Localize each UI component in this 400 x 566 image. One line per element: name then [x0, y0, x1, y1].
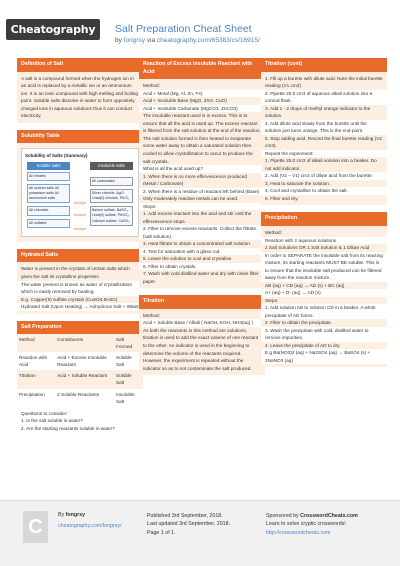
- table-cell: Insoluble Salt: [114, 389, 143, 407]
- table-cell: Acid + Excess Insoluble Reactant: [55, 352, 114, 370]
- footer-by-prefix: By: [58, 512, 66, 518]
- question-item: 1. Is the salt soluble in water?: [21, 418, 83, 424]
- titration-heading: Titration: [139, 295, 265, 309]
- prep-table: [17, 334, 143, 406]
- definition-text: A salt is a compound formed when the hydrogen ion in an acid is replaced by a metallic ion or an ammonium ion. It is an ionic compound with high melting and boiling point. Soluble salts dissolve in water to form oppositely charged ions in aqueous solutions thus it can conduct electricity.: [21, 75, 138, 119]
- questions-block: [17, 407, 143, 436]
- questions-title: Questions to consider:: [21, 410, 68, 416]
- reaction-line: 1. When there is no more effervescence produced (Metal / Carbonate): [143, 173, 247, 187]
- titration-cont-body: [261, 72, 387, 206]
- footer-meta: [147, 512, 230, 537]
- precipitation-line: 2 Salt Solutions OR 1 Salt Solution & 1 Dilute Acid: [265, 245, 370, 251]
- column-1: [17, 58, 143, 442]
- titration-cont-line: 5. Stop adding acid. Record the final burette reading (V2 cm3).: [265, 135, 383, 149]
- solubility-section: [17, 130, 143, 242]
- reaction-line: 4. Test for saturation with a glass rod.: [139, 248, 265, 256]
- reaction-section: [139, 58, 265, 288]
- column-header: Salt Formed: [114, 334, 143, 352]
- titration-cont-line: 3. Add 1 - 2 drops of methyl orange indicator to the solution.: [265, 105, 371, 119]
- hydrated-line: Hydrated Salt (Upon Heating) → Anhydrous Salt + Water: [17, 303, 143, 311]
- precipitation-line: 1. Add solution AB to solution CD in a beaker. A white precipitate of AD forms.: [261, 304, 387, 319]
- titration-cont-heading: Titration (cont): [261, 58, 387, 72]
- reaction-line: 6. Filter to obtain crystals.: [139, 263, 265, 271]
- byline: [115, 37, 260, 44]
- solubility-body: [17, 143, 143, 241]
- sheet-url-link[interactable]: cheatography.com/65383/cs/16915/: [156, 37, 260, 44]
- soluble-item: All sulfates: [27, 219, 70, 228]
- byline-via: via: [145, 37, 157, 44]
- insoluble-item: All carbonates: [90, 177, 133, 186]
- titration-cont-line: 1. Pipette 25.0 cm3 of alkali solution into a beaker. Do not add indicator.: [265, 158, 377, 171]
- table-cell: Precipitation: [17, 389, 55, 407]
- prep-heading: Salt Preparation: [17, 321, 143, 335]
- page-header: [0, 0, 400, 50]
- table-cell: Titration: [17, 370, 55, 388]
- titration-line: Method:: [143, 312, 160, 318]
- reaction-line: 1. Add excess reactant into the acid and stir until the effervescence stops.: [143, 211, 252, 224]
- titration-line: Acid + Soluble Base / Alkali ( NaOH, KOH, NH3(aq) ): [139, 319, 265, 327]
- table-cell: Reaction with Acid: [17, 352, 55, 370]
- precipitation-line: Method:: [265, 230, 282, 236]
- sponsor-link[interactable]: http://crosswordcheats.com: [266, 529, 331, 536]
- except-label: except: [74, 212, 86, 218]
- reaction-body: [139, 79, 265, 288]
- avatar-letter: C: [28, 515, 43, 538]
- precipitation-body: [261, 226, 387, 367]
- soluble-header: Soluble salts: [27, 162, 70, 171]
- column-3: [261, 58, 387, 374]
- cheatography-logo[interactable]: [6, 19, 100, 40]
- table-row: [17, 370, 143, 388]
- column-header: Constituents: [55, 334, 114, 352]
- precipitation-line: 4. Leave the precipitate of AD to dry.: [265, 342, 341, 348]
- definition-body: [17, 72, 143, 123]
- precipitation-line: In order to SEPARATE the insoluble salt from its reacting mixture, its starting reactants MUST BE soluble. This is to ensure that the insoluble salt produced can be filtered away from the reaction mixture.: [261, 252, 387, 282]
- reaction-line: Acid + Metal (Mg, Al, Zn, Fe): [139, 90, 265, 98]
- reaction-line: 5. Leave the solution to cool and crystalise.: [143, 256, 233, 262]
- table-cell: Soluble Salt: [114, 352, 143, 370]
- author-avatar[interactable]: [23, 511, 48, 543]
- hydrated-section: [17, 249, 143, 314]
- published-date: Published 3rd September, 2018.: [147, 513, 223, 519]
- insoluble-item: Silver chloride, AgCl Lead(II) chloride, PbCl₂: [90, 189, 133, 203]
- table-cell: Acid + Soluble Reactant: [55, 370, 114, 388]
- column-2: [139, 58, 265, 382]
- page-count: Page 1 of 1.: [147, 529, 176, 536]
- logo-text: Cheatography: [10, 23, 96, 36]
- solubility-figure-title: Solubility of Salts (Summary): [25, 153, 88, 159]
- titration-cont-line: 1. Fill up a burette with dilute acid. Note the initial burette reading (V1 cm3): [265, 75, 383, 89]
- precipitation-line: 3. Wash the precipitate with cold, distilled water to remove impurities.: [261, 327, 387, 342]
- titration-body: [139, 309, 265, 375]
- titration-cont-section: [261, 58, 387, 205]
- footer-author-name[interactable]: fongrsy: [65, 512, 86, 518]
- table-row: [17, 389, 143, 407]
- hydrated-line: The water present is known as water of crystallization which is easily removed by heating.: [17, 281, 143, 296]
- table-row: [17, 352, 143, 370]
- insoluble-item: Barium sulfate, BaSO₄ Lead(II) sulfate, PbSO₄ Calcium sulfate, CaSO₄: [90, 206, 133, 225]
- sponsor-desc: Learn to solve cryptic crosswords!: [266, 521, 346, 528]
- titration-cont-line: 5. Filter and dry.: [265, 195, 299, 201]
- reaction-line: Steps:: [139, 203, 265, 211]
- page-title: Salt Preparation Cheat Sheet: [115, 23, 252, 35]
- reaction-line: 7. Wash with cold distilled water and dry with clean filter paper.: [143, 271, 259, 284]
- precipitation-heading: Precipitation: [261, 212, 387, 226]
- precipitation-line: A+ (aq) + D- (aq) → AD (s): [261, 289, 387, 297]
- footer-sponsor: [266, 512, 358, 537]
- footer-author: [58, 512, 85, 518]
- titration-cont-line: 4. Cool and crystallise to obtain the salt.: [261, 187, 387, 195]
- reaction-line: Method:: [143, 83, 160, 89]
- page-footer: [0, 500, 400, 566]
- definition-heading: Definition of Salt: [17, 58, 143, 72]
- table-header-row: [17, 334, 143, 352]
- reaction-line: What is all the acid used up?: [139, 165, 265, 173]
- soluble-column: [25, 162, 72, 233]
- solubility-figure: [21, 148, 139, 236]
- solubility-grid: [25, 162, 135, 233]
- column-header: Method: [17, 334, 55, 352]
- byline-prefix: by: [115, 37, 124, 44]
- reaction-line: Acid + Insoluble Carbonate (MgCO3, ZnCO3): [139, 105, 265, 113]
- sponsor-prefix: Sponsored by: [266, 513, 301, 519]
- titration-cont-line: 3. Heat to saturate the solution.: [265, 180, 331, 186]
- insoluble-item: [90, 172, 133, 174]
- titration-line: As both the reactants in this method are solutions, titration is used to add the exact volume of one reactant to the other. An indicator is used in the beginning to determine the volume of the reactants required. However, the experiment is repeated without the indicator so as to not contaminate the salt produced.: [143, 327, 259, 371]
- precipitation-line: AB (aq) + CD (aq) → AD (s) + BC (aq): [265, 282, 345, 288]
- reaction-line: 3. Heat filtrate to obtain a concentrated salt solution.: [143, 241, 252, 247]
- insoluble-header: Insoluble salts: [90, 162, 133, 171]
- reaction-line: 2. When there is a residue of reactant left behind (Base): [139, 188, 265, 196]
- question-item: 2. Are the starting reactants soluble in water?: [21, 425, 115, 431]
- titration-cont-line: 4. Add dilute acid slowly from the burette until the solution just turns orange. This is the end-point.: [261, 120, 387, 135]
- titration-cont-line: 2. Pipette 25.0 cm3 of aqueous alkali solution into a conical flask.: [261, 90, 387, 105]
- reaction-line: 2. Filter to remove excess reactants. Collect the filtrate (salt solution).: [139, 225, 265, 240]
- titration-cont-line: Repeat the experiment:: [261, 150, 387, 158]
- except-column: [72, 162, 88, 233]
- precipitation-line: E.g Ba(NO3)2 (aq) + Na2SO4 (aq) → BaSO4 (s) + 2NaNO3 (aq): [261, 349, 387, 364]
- titration-cont-line: 2. Add (V2 – V1) cm3 of dilute acid from the burette.: [261, 172, 387, 180]
- sponsor-line: [266, 512, 358, 520]
- reaction-line: Only moderately reactive metals can be used.: [143, 196, 239, 202]
- precipitation-line: Reaction with 2 aqueous solutions.: [261, 237, 387, 245]
- sponsor-name[interactable]: CrosswordCheats.com: [300, 513, 358, 519]
- author-link[interactable]: fongrsy: [123, 37, 145, 44]
- insoluble-column: [88, 162, 135, 233]
- definition-section: [17, 58, 143, 123]
- precipitation-section: [261, 212, 387, 367]
- hydrated-line: Water is present in the crystals of certain salts which gives the salt its crystalline properties.: [21, 266, 130, 279]
- soluble-item: All chlorides: [27, 206, 70, 215]
- table-cell: 2 Soluble Reactants: [55, 389, 114, 407]
- footer-author-link[interactable]: cheatography.com/fongrsy/: [58, 523, 122, 529]
- except-label: except: [74, 199, 86, 205]
- precipitation-line: 2. Filter to obtain the precipitate.: [265, 320, 332, 326]
- hydrated-line: E.g. Copper(II) sulfate crystals (CuSO4.5H2O): [21, 296, 118, 302]
- precipitation-line: Steps:: [265, 297, 279, 303]
- titration-section: [139, 295, 265, 375]
- hydrated-body: [17, 262, 143, 313]
- solubility-heading: Solubility Table: [17, 130, 143, 144]
- except-label: except: [74, 226, 86, 232]
- hydrated-heading: Hydrated Salts: [17, 249, 143, 263]
- reaction-heading: Reaction of Excess Insoluble Reactant with Acid: [139, 58, 265, 79]
- soluble-item: All nitrates: [27, 172, 70, 181]
- table-cell: Soluble Salt: [114, 370, 143, 388]
- prep-section: [17, 321, 143, 436]
- updated-date: Last updated 3rd September, 2018.: [147, 521, 231, 528]
- reaction-line: The insoluble reactant used is in excess. This is to ensure that all the acid is used up. The excess reactant is filtered from the salt solution at the end of the reaction. The salt solution formed is then heated to evaporate some water away to obtain a saturated solution then cooled to allow crystallization to occur to produce the salt crystals.: [143, 113, 261, 164]
- soluble-item: All sodium salts All potassium salts All ammonium salts: [27, 184, 70, 203]
- reaction-line: Acid + Insoluble Base (MgO, ZnO, CuO): [143, 98, 227, 104]
